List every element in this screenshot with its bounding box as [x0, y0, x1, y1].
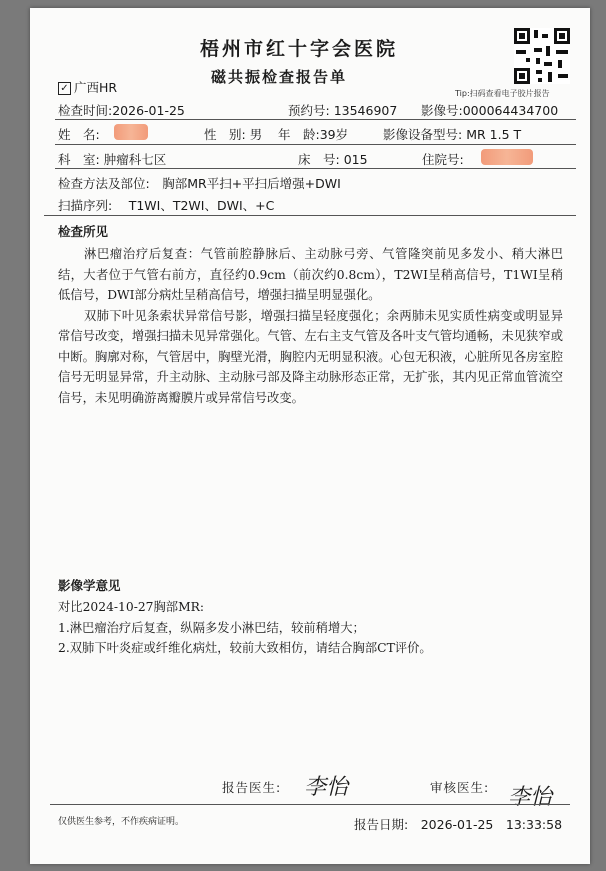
report-sheet — [30, 8, 590, 864]
appointment-number: 预约号: 13546907 — [288, 103, 398, 118]
scan-sequence: 扫描序列: T1WI、T2WI、DWI、+C — [58, 198, 275, 213]
redacted-inpatient-number — [481, 149, 533, 165]
divider — [55, 168, 576, 169]
findings-paragraph: 淋巴瘤治疗后复查：气管前腔静脉后、主动脉弓旁、气管隆突前见多发小、稍大淋巴结，大者位于气管右前方，直径约0.9cm（前次约0.8cm），T2WI呈稍高信号，T1WI呈稍低信号，DWI部分病灶呈稍高信号，增强扫描呈明显强化。 — [58, 247, 563, 302]
exam-method: 检查方法及部位: 胸部MR平扫+平扫后增强+DWI — [58, 176, 341, 191]
reporter-label: 报告医生: — [222, 780, 282, 795]
report-title: 磁共振检查报告单 — [211, 68, 348, 86]
divider — [55, 144, 576, 145]
source-tag[interactable] — [58, 78, 117, 96]
sex-field: 性 别: 男 — [204, 127, 263, 142]
impression-item: 1.淋巴瘤治疗后复查，纵隔多发小淋巴结，较前稍增大； — [58, 621, 365, 635]
findings-title: 检查所见 — [58, 224, 109, 239]
age-field: 年 龄:39岁 — [278, 127, 349, 142]
impression-title: 影像学意见 — [58, 578, 121, 593]
report-date: 报告日期: 2026-01-25 13:33:58 — [354, 817, 563, 832]
divider — [50, 804, 570, 805]
impression-item: 2.双肺下叶炎症或纤维化病灶，较前大致相仿，请结合胸部CT评价。 — [58, 641, 432, 655]
reporter-signature: 李怡 — [304, 775, 349, 800]
qr-code-icon[interactable] — [514, 28, 570, 84]
impression-compare: 对比2024-10-27胸部MR: — [58, 600, 205, 614]
device-model: 影像设备型号: MR 1.5 T — [383, 127, 522, 142]
image-number: 影像号:000064434700 — [421, 103, 559, 118]
divider — [55, 119, 576, 120]
qr-tip: Tip:扫码查看电子胶片报告 — [455, 89, 550, 98]
reviewer-label: 审核医生: — [430, 780, 490, 795]
exam-time: 检查时间:2026-01-25 — [58, 103, 185, 118]
department: 科 室: 肿瘤科七区 — [58, 152, 167, 167]
patient-name-label: 姓 名: — [58, 127, 100, 142]
divider — [44, 215, 576, 216]
reviewer-signature: 李怡 — [508, 785, 553, 810]
redacted-name — [114, 124, 148, 140]
findings-paragraph: 双肺下叶见条索状异常信号影，增强扫描呈轻度强化；余两肺未见实质性病变或明显异常信号改变，增强扫描未见异常强化。气管、左右主支气管及各叶支气管均通畅，未见狭窄或中断。胸廓对称，气管居中，胸壁光滑，胸腔内无明显积液。心包无积液，心脏所见各房室腔信号无明显异常，升主动脉、主动脉弓部及降主动脉形态正常，无扩张，其内见正常血管流空信号，未见明确游离瓣膜片或异常信号改变。 — [58, 308, 563, 405]
disclaimer: 仅供医生参考，不作疾病证明。 — [58, 817, 185, 827]
hospital-name: 梧州市红十字会医院 — [200, 38, 399, 60]
findings-body — [58, 244, 563, 408]
checkbox-checked-icon[interactable]: ✓ — [58, 82, 71, 95]
bed-number: 床 号: 015 — [298, 152, 368, 167]
inpatient-number-label: 住院号: — [422, 152, 464, 167]
source-tag-label: 广西HR — [74, 80, 118, 95]
